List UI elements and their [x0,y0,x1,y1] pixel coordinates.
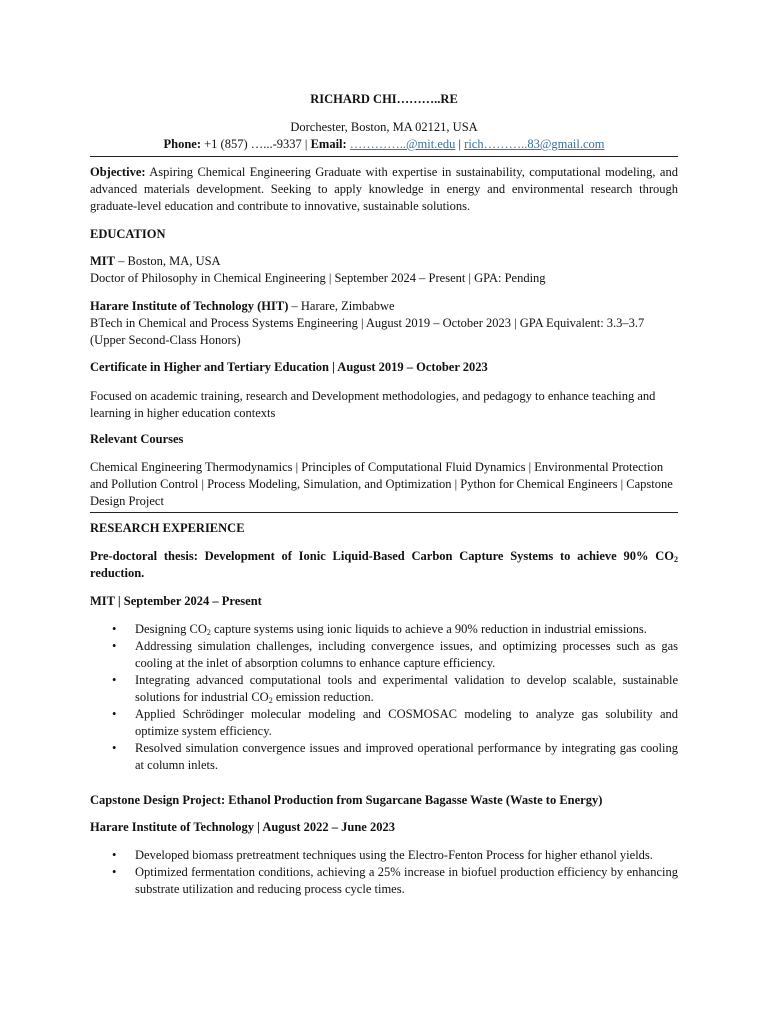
list-item [90,638,678,672]
thesis-bullets [90,621,678,774]
phone-value: +1 (857) …...-9337 [204,137,302,151]
education-heading: EDUCATION [90,227,166,241]
mit-entry [90,253,678,287]
capstone-title: Capstone Design Project: Ethanol Production from Sugarcane Bagasse Waste (Waste to Energy) [90,793,603,807]
email-link-mit[interactable]: …………..@mit.edu [349,137,456,151]
mit-degree: Doctor of Philosophy in Chemical Engineering | September 2024 – Present | GPA: Pending [90,271,546,285]
courses-heading: Relevant Courses [90,432,184,446]
education-divider [90,512,678,513]
bullet-text: Applied Schrödinger molecular modeling and COSMOSAC modeling to analyze gas solubility and optimize system efficiency. [135,707,678,738]
contact-line [90,137,678,152]
bullet-text: Addressing simulation challenges, including convergence issues, and optimizing processes such as gas cooling at the inlet of absorption columns to enhance capture efficiency. [135,639,678,670]
list-item [90,864,678,898]
objective-text: Aspiring Chemical Engineering Graduate with expertise in sustainability, computational modeling, and advanced materials development. Seeking to apply knowledge in energy and environmental research through graduate-level education and contribute to innovative, sustainable solutions. [90,165,678,213]
capstone-bullets [90,847,678,898]
list-item [90,706,678,740]
hit-location: – Harare, Zimbabwe [288,299,395,313]
address: Dorchester, Boston, MA 02121, USA [290,120,478,134]
bullet-text: emission reduction. [272,690,374,704]
hit-name: Harare Institute of Technology (HIT) [90,299,289,313]
header-divider [90,156,678,157]
bullet-text: Resolved simulation convergence issues and improved operational performance by integrating gas cooling at column inlets. [135,741,678,772]
capstone-org: Harare Institute of Technology | August 2022 – June 2023 [90,820,395,834]
thesis-org: MIT | September 2024 – Present [90,594,262,608]
research-heading: RESEARCH EXPERIENCE [90,521,245,535]
subscript: 2 [206,628,211,637]
certificate-title: Certificate in Higher and Tertiary Education | August 2019 – October 2023 [90,360,488,374]
thesis-title-end: reduction. [90,566,145,580]
hit-entry [90,298,678,349]
hit-degree: BTech in Chemical and Process Systems Engineering | August 2019 – October 2023 | GPA Equivalent: 3.3–3.7 [90,316,645,330]
mit-name: MIT [90,254,115,268]
hit-honors: (Upper Second-Class Honors) [90,333,241,347]
phone-label: Phone: [163,137,201,151]
list-item [90,672,678,706]
email-label: Email: [310,137,347,151]
email-link-gmail[interactable]: rich………..83@gmail.com [464,137,605,151]
candidate-name: RICHARD CHI………..RE [310,92,458,106]
objective-section [90,164,678,215]
separator: | [304,137,308,151]
bullet-text: Integrating advanced computational tools and experimental validation to develop scalable, sustainable solutions for industrial CO [135,673,678,704]
separator: | [458,137,462,151]
bullet-text: Optimized fermentation conditions, achieving a 25% increase in biofuel production efficiency by enhancing substrate utilization and reducing process cycle times. [135,865,678,896]
mit-location: – Boston, MA, USA [115,254,221,268]
courses-text: Chemical Engineering Thermodynamics | Principles of Computational Fluid Dynamics | Environmental Protection and Pollution Control | Process Modeling, Simulation, and Optimization | Python for Chemical Engineers | Capstone Design Project [90,460,673,508]
bullet-text: capture systems using ionic liquids to achieve a 90% reduction in industrial emissions. [210,622,647,636]
subscript: 2 [674,555,678,564]
thesis-title-text: Pre-doctoral thesis: Development of Ionic Liquid-Based Carbon Capture Systems to achieve 90% CO [90,549,674,563]
list-item [90,621,678,638]
thesis-title [90,548,678,582]
objective-label: Objective: [90,165,146,179]
bullet-text: Designing CO [135,622,207,636]
list-item [90,740,678,774]
bullet-text: Developed biomass pretreatment techniques using the Electro-Fenton Process for higher ethanol yields. [135,848,653,862]
certificate-text: Focused on academic training, research and Development methodologies, and pedagogy to enhance teaching and learning in higher education contexts [90,389,656,420]
list-item [90,847,678,864]
subscript: 2 [268,696,273,705]
